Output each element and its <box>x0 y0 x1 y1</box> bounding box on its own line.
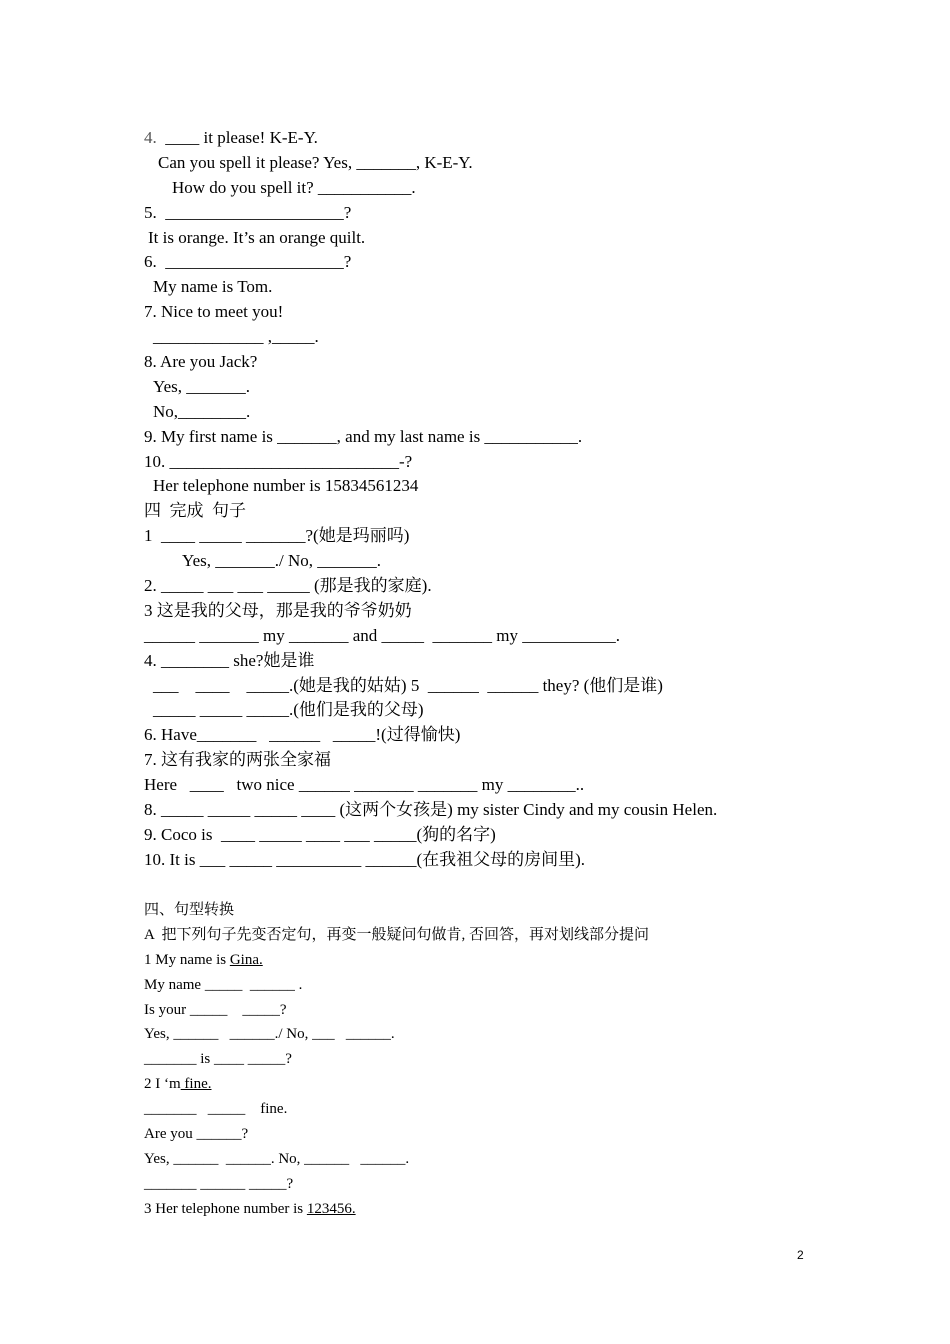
q8-line3: No,________. <box>153 401 251 421</box>
q8-line1: 8. Are you Jack? <box>144 352 258 372</box>
q4-line1-text: ____ it please! K-E-Y. <box>156 128 318 147</box>
s4-line1: 1 ____ _____ _______?(她是玛丽吗) <box>144 526 410 546</box>
s5-q2-line3: Are you ______? <box>144 1126 249 1143</box>
q4-line3: How do you spell it? ___________. <box>172 177 416 197</box>
s5-q3-line1 <box>144 1197 824 1222</box>
s5-q1-line4: Yes, ______ ______./ No, ___ ______. <box>144 1026 395 1043</box>
s4-line14: 10. It is ___ _____ __________ ______(在我祖父母的房间里). <box>144 849 586 869</box>
s5-q1-line3: Is your _____ _____? <box>144 1001 287 1018</box>
q4-line1 <box>144 126 824 151</box>
q9-line1: 9. My first name is _______, and my last name is ___________. <box>144 426 583 446</box>
s5-q3-prefix: 3 Her telephone number is <box>144 1200 307 1217</box>
s5-q2-underlined: fine. <box>180 1076 212 1093</box>
s4-line9: 6. Have_______ ______ _____!(过得愉快) <box>144 725 461 745</box>
q7-line1: 7. Nice to meet you! <box>144 302 284 322</box>
s4-line3: 2. _____ ___ ___ _____ (那是我的家庭). <box>144 576 432 596</box>
q8-line2: Yes, _______. <box>153 376 250 396</box>
s5-q1-line5: _______ is ____ _____? <box>144 1051 292 1068</box>
s4-line7: ___ ____ _____.(她是我的姑姑) 5 ______ ______ they? (他们是谁) <box>153 675 663 695</box>
exercise-section-3 <box>144 126 824 873</box>
s4-line13: 9. Coco is ____ _____ ____ ___ _____(狗的名字) <box>144 824 496 844</box>
s5-q1-prefix: 1 My name is <box>144 951 230 968</box>
exercise-section-transform <box>144 898 824 1222</box>
q5-line1: 5. _____________________? <box>144 202 352 222</box>
s4-line11: Here ____ two nice ______ _______ _______ my ________.. <box>144 775 585 795</box>
q4-line2: Can you spell it please? Yes, _______, K-E-Y. <box>158 152 473 172</box>
s5-q2-line2: _______ _____ fine. <box>144 1101 288 1118</box>
section5-instruction: A 把下列句子先变否定句，再变一般疑问句做肯, 否回答，再对划线部分提问 <box>144 926 650 943</box>
section4-heading: 四 完成 句子 <box>144 501 246 521</box>
s4-line8: _____ _____ _____.(他们是我的父母) <box>153 700 424 720</box>
s4-line5: ______ _______ my _______ and _____ _______ my ___________. <box>144 625 620 645</box>
s4-line4: 3 这是我的父母，那是我的爷爷奶奶 <box>144 600 412 620</box>
q10-line2: Her telephone number is 15834561234 <box>153 476 419 496</box>
s5-q2-prefix: 2 I ‘m <box>144 1076 181 1093</box>
q5-line2: It is orange. It’s an orange quilt. <box>148 227 366 247</box>
s5-q2-line4: Yes, ______ ______. No, ______ ______. <box>144 1150 410 1167</box>
s4-line6: 4. ________ she?她是谁 <box>144 650 315 670</box>
q10-line1: 10. ___________________________-? <box>144 451 413 471</box>
q4-number: 4. <box>144 128 157 147</box>
s5-q1-line1 <box>144 948 824 973</box>
s5-q2-line5: _______ ______ _____? <box>144 1175 294 1192</box>
s5-q2-line1 <box>144 1072 824 1097</box>
q6-line2: My name is Tom. <box>153 277 273 297</box>
page-number: 2 <box>797 1248 804 1262</box>
s4-line2: Yes, _______./ No, _______. <box>182 551 381 571</box>
s5-q1-underlined: Gina. <box>229 951 263 968</box>
q7-line2: _____________ ,_____. <box>153 327 319 347</box>
s5-q1-line2: My name _____ ______ . <box>144 976 303 993</box>
section5-heading: 四、句型转换 <box>144 902 235 918</box>
s4-line12: 8. _____ _____ _____ ____ (这两个女孩是) my sister Cindy and my cousin Helen. <box>144 800 718 820</box>
s5-q3-underlined: 123456. <box>306 1200 356 1217</box>
q6-line1: 6. _____________________? <box>144 252 352 272</box>
s4-line10: 7. 这有我家的两张全家福 <box>144 750 331 770</box>
